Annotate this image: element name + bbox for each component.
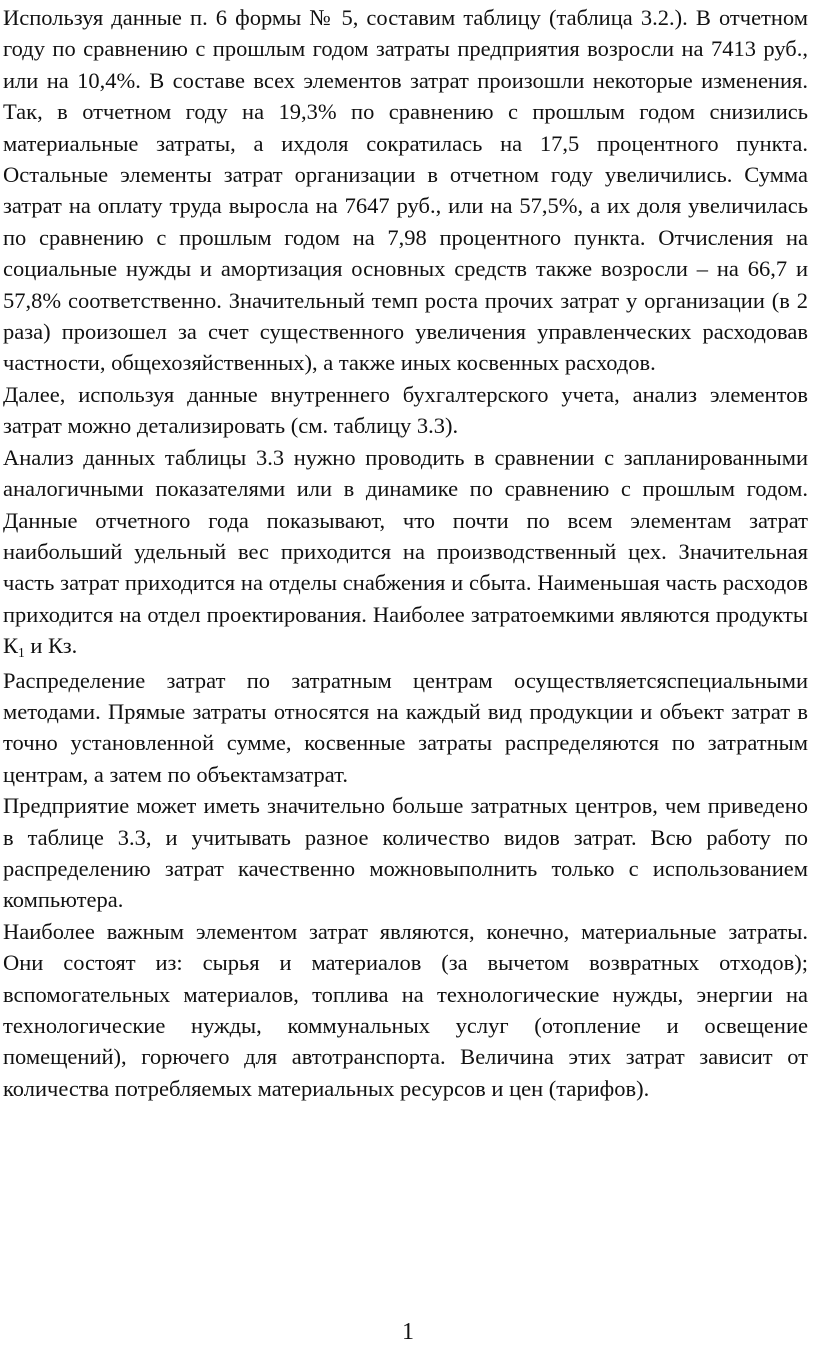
paragraph-4: Распределение затрат по затратным центрам осуществляетсяспециальными методами. Прямые затраты относятся на каждый вид продукции и объект затрат в точно установленной сумме, косвенные затраты распределяются по затратным центрам, а затем по объектамзатрат. (3, 667, 808, 787)
paragraph-6: Наиболее важным элементом затрат являются, конечно, материальные затраты. Они состоят из: сырья и материалов (за вычетом возвратных отходов); вспомогательных материалов, топлива на технологические нужды, энергии на технологические нужды, коммунальных услуг (отопление и освещение помещений), горючего для автотранспорта. Величина этих затрат зависит от количества потребляемых материальных ресурсов и цен (тарифов). (3, 918, 808, 1101)
product-subscript: 1 (18, 644, 25, 660)
paragraph-1: Используя данные п. 6 формы № 5, составим таблицу (таблица 3.2.). В отчетном году по сравнению с прошлым годом затраты предприятия возросли на 7413 руб., или на 10,4%. В составе всех элементов затрат произошли некоторые изменения. Так, в отчетном году на 19,3% по сравнению с прошлым годом снизились материальные затраты, а ихдоля сократилась на 17,5 процентного пункта. Остальные элементы затрат организации в отчетном году увеличились. Сумма затрат на оплату труда выросла на 7647 руб., или на 57,5%, а их доля увеличилась по сравнению с прошлым годом на 7,98 процентного пункта. Отчисления на социальные нужды и амортизация основных средств также возросли – на 66,7 и 57,8% соответственно. Значительный темп роста прочих затрат у организации (в 2 раза) произошел за счет существенного увеличения управленческих расходовав частности, общехозяйственных), а также иных косвенных расходов. (3, 5, 808, 376)
paragraph-3-tail: и Кз. (24, 633, 78, 659)
paragraph-5: Предприятие может иметь значительно больше затратных центров, чем приведено в таблице 3.3, и учитывать разное количество видов затрат. Всю работу по распределению затрат качественно можновыполнить только с использованием компьютера. (3, 793, 808, 913)
paragraph-2: Далее, используя данные внутреннего бухгалтерского учета, анализ элементов затрат можно детализировать (см. таблицу 3.3). (3, 381, 808, 439)
paragraph-3-text: Анализ данных таблицы 3.3 нужно проводить в сравнении с запланированными аналогичными показателями или в динамике по сравнению с прошлым годом. Данные отчетного года показывают, что почти по всем элементам затрат наибольший удельный вес приходится на производственный цех. Значительная часть затрат приходится на отделы снабжения и сбыта. Наименьшая часть расходов приходится на отдел проектирования. Наиболее затратоемкими являются продукты К (3, 444, 808, 659)
document-body (3, 2, 808, 1104)
paragraph-3 (3, 442, 808, 665)
page-number: 1 (402, 1319, 414, 1345)
